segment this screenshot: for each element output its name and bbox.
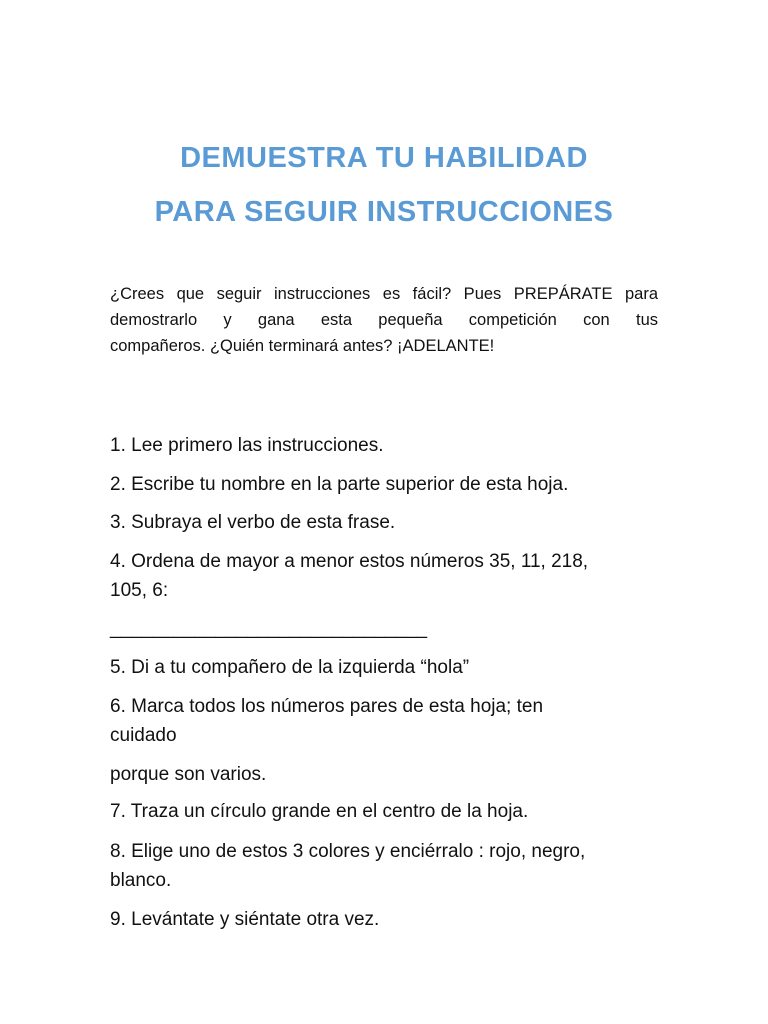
instruction-line: 105, 6: bbox=[110, 580, 169, 601]
instruction-line: 6. Marca todos los números pares de esta hoja; ten bbox=[110, 696, 544, 717]
instruction-line: 5. Di a tu compañero de la izquierda “hola” bbox=[110, 657, 470, 678]
instruction-2 bbox=[110, 470, 670, 499]
instruction-9 bbox=[110, 905, 670, 934]
instruction-5 bbox=[110, 653, 670, 682]
instruction-line: 3. Subraya el verbo de esta frase. bbox=[110, 512, 396, 533]
instruction-8 bbox=[110, 837, 670, 895]
blank-line: ______________________________ bbox=[110, 618, 428, 639]
instruction-1 bbox=[110, 431, 670, 460]
answer-blank-line bbox=[110, 614, 670, 643]
instruction-line: cuidado bbox=[110, 725, 177, 746]
instruction-6 bbox=[110, 692, 670, 750]
intro-line: demostrarlo y gana esta pequeña competición con tus bbox=[110, 311, 658, 329]
instruction-line: 4. Ordena de mayor a menor estos números 35, 11, 218, bbox=[110, 551, 589, 572]
intro-line: ¿Crees que seguir instrucciones es fácil? Pues PREPÁRATE para bbox=[110, 285, 658, 303]
instruction-3 bbox=[110, 508, 670, 537]
instruction-line: 1. Lee primero las instrucciones. bbox=[110, 435, 384, 456]
instruction-6-continued bbox=[110, 760, 670, 789]
instruction-line: 8. Elige uno de estos 3 colores y enciérralo : rojo, negro, bbox=[110, 841, 586, 862]
instruction-line: 7. Traza un círculo grande en el centro de la hoja. bbox=[110, 801, 529, 822]
intro-line: compañeros. ¿Quién terminará antes? ¡ADELANTE! bbox=[110, 337, 495, 355]
instruction-line: 2. Escribe tu nombre en la parte superior de esta hoja. bbox=[110, 474, 569, 495]
instruction-line: 9. Levántate y siéntate otra vez. bbox=[110, 909, 380, 930]
intro-paragraph bbox=[110, 281, 658, 359]
instruction-4 bbox=[110, 547, 670, 605]
instruction-line: blanco. bbox=[110, 870, 172, 891]
instruction-line: porque son varios. bbox=[110, 764, 267, 785]
title-line-1: DEMUESTRA TU HABILIDAD bbox=[180, 142, 588, 174]
instruction-7 bbox=[110, 797, 670, 826]
title-line-2: PARA SEGUIR INSTRUCCIONES bbox=[154, 196, 614, 228]
